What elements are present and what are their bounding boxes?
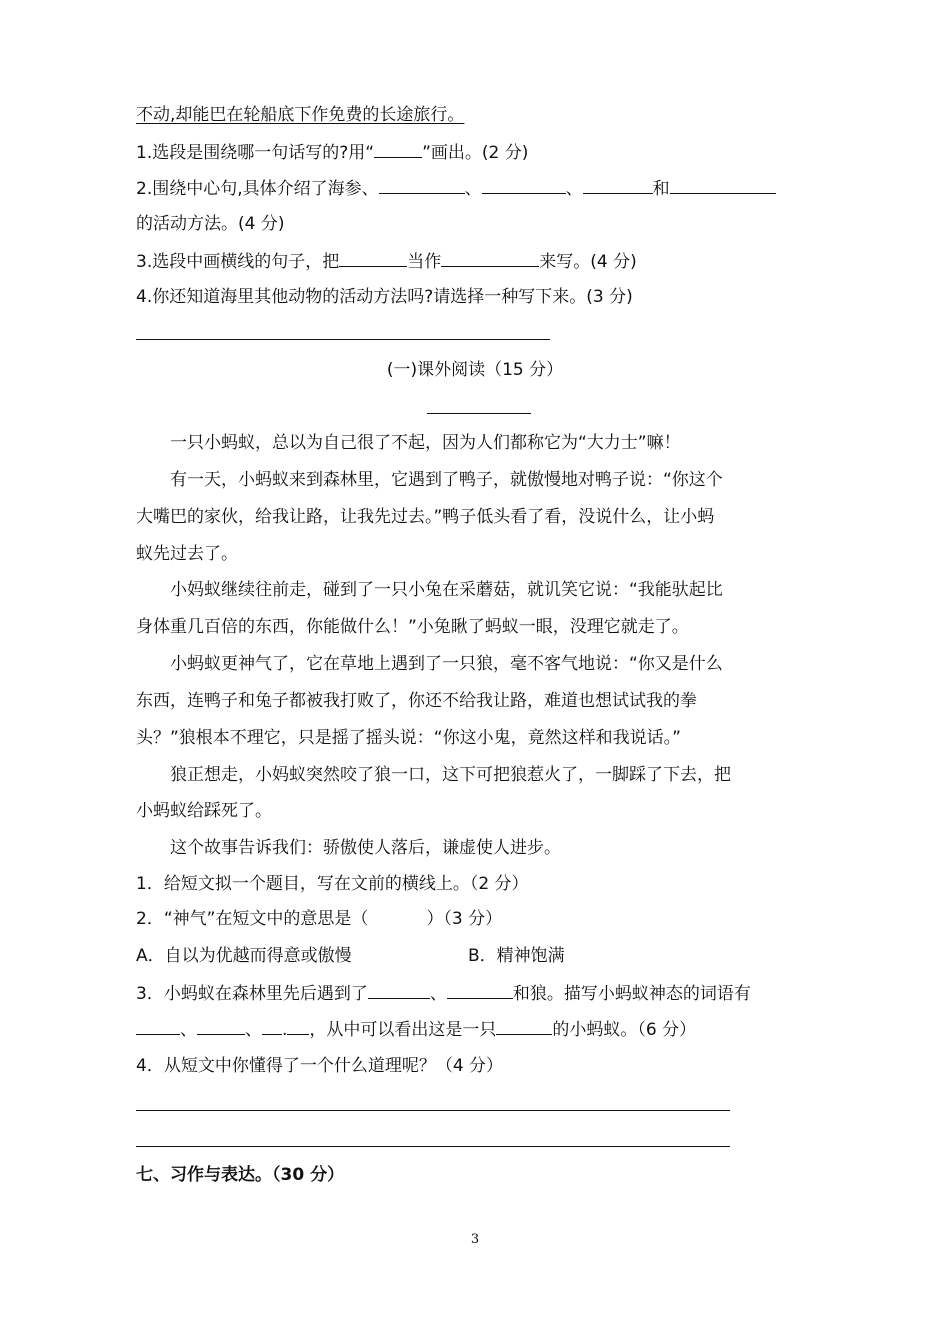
question-1: [136, 141, 528, 164]
q2-sep: 、: [464, 179, 482, 199]
q3-text-end: 来写。(4 分): [539, 252, 637, 272]
reading-question-4: 4．从短文中你懂得了一个什么道理呢？（4 分）: [136, 1056, 504, 1076]
story-line: 有一天，小蚂蚁来到森林里，它遇到了鸭子，就傲慢地对鸭子说：“你这个: [170, 470, 723, 490]
answer-line[interactable]: [136, 339, 550, 340]
story-line: 狼正想走，小妈蚁突然咬了狼一口，这下可把狼惹火了，一脚踩了下去，把: [170, 765, 731, 785]
question-2-cont: 的活动方法。(4 分): [136, 214, 285, 234]
rq3-sep: 、: [429, 984, 447, 1004]
title-blank-line[interactable]: [427, 413, 531, 414]
question-2: [136, 177, 776, 200]
q3-blank-1[interactable]: [339, 250, 407, 267]
option-b[interactable]: B．精神饱满: [468, 946, 565, 966]
q1-blank[interactable]: [374, 141, 422, 158]
story-line: 头？”狼根本不理它，只是摇了摇头说：“你这小鬼，竟然这样和我说话。”: [136, 728, 681, 748]
reading-title: (一)课外阅读（15 分）: [386, 360, 564, 380]
story-line: 身体重几百倍的东西，你能做什么！”小兔瞅了蚂蚁一眼，没理它就走了。: [136, 617, 689, 637]
rq3-text-end: 的小蚂蚁。（6 分）: [552, 1020, 697, 1040]
reading-question-3-cont: [136, 1018, 696, 1041]
q2-and: 和: [652, 179, 670, 199]
reading-question-2: [136, 908, 502, 930]
rq3-text-end: 和狼。描写小蚂蚁神态的词语有: [512, 984, 751, 1004]
answer-line[interactable]: [136, 1110, 730, 1111]
page-number: 3: [470, 1232, 480, 1247]
story-line: 小蚂蚁更神气了，它在草地上遇到了一只狼，毫不客气地说：“你又是什么: [170, 654, 723, 674]
rq3-blank-3[interactable]: [136, 1018, 180, 1035]
q1-text-end: ”画出。(2 分): [422, 143, 529, 163]
q2-blank-2[interactable]: [482, 177, 566, 194]
q1-text: 1.选段是围绕哪一句话写的?用“: [136, 143, 375, 163]
story-line: 一只小蚂蚁，总以为自己很了不起，因为人们都称它为“大力士”嘛！: [170, 433, 681, 453]
story-line: 大嘴巴的家伙，给我让路，让我先过去。”鸭子低头看了看，没说什么，让小蚂: [136, 507, 715, 527]
q2-blank-4[interactable]: [670, 177, 776, 194]
rq3-blank-7[interactable]: [496, 1018, 552, 1035]
rq2-text: 2．“神气”在短文中的意思是（: [136, 909, 369, 929]
story-line: 蚁先过去了。: [136, 544, 238, 564]
rq3-blank-2[interactable]: [447, 982, 513, 999]
rq3-sep: 、: [180, 1020, 197, 1040]
story-line: 小蚂蚁给踩死了。: [136, 801, 272, 821]
story-line: 东西，连鸭子和兔子都被我打败了，你还不给我让路，难道也想试试我的拳: [136, 691, 697, 711]
question-4: 4.你还知道海里其他动物的活动方法吗?请选择一种写下来。(3 分): [136, 287, 633, 307]
section-7-title: 七、习作与表达。（30 分）: [136, 1165, 345, 1185]
question-3: [136, 250, 637, 273]
rq3-blank-6[interactable]: [287, 1018, 309, 1035]
q2-blank-1[interactable]: [379, 177, 465, 194]
underlined-sentence: 不动,却能巴在轮船底下作免费的长途旅行。: [136, 105, 465, 125]
q3-blank-2[interactable]: [441, 250, 539, 267]
rq3-blank-5[interactable]: [262, 1018, 282, 1035]
rq3-blank-1[interactable]: [368, 982, 430, 999]
rq2-text-end: ）（3 分）: [426, 909, 503, 929]
rq3-blank-4[interactable]: [197, 1018, 245, 1035]
q3-mid: 当作: [407, 252, 442, 272]
q3-text: 3.选段中画横线的句子，把: [136, 252, 340, 272]
answer-line[interactable]: [136, 1146, 730, 1147]
reading-question-3: [136, 982, 751, 1005]
reading-question-1: 1．给短文拟一个题目，写在文前的横线上。（2 分）: [136, 874, 529, 894]
rq3-dot: .: [282, 1020, 288, 1040]
story-line: 这个故事告诉我们：骄傲使人落后，谦虚使人进步。: [170, 838, 561, 858]
q2-sep: 、: [565, 179, 583, 199]
rq3-sep: 、: [245, 1020, 262, 1040]
q2-blank-3[interactable]: [583, 177, 653, 194]
option-a[interactable]: A．自以为优越而得意或傲慢: [136, 946, 352, 966]
rq3-mid: ，从中可以看出这是一只: [309, 1020, 497, 1040]
story-line: 小妈蚁继续往前走，碰到了一只小兔在采蘑菇，就讥笑它说：“我能驮起比: [170, 580, 723, 600]
q2-text: 2.围绕中心句,具体介绍了海参、: [136, 179, 379, 199]
rq3-text: 3．小蚂蚁在森林里先后遇到了: [136, 984, 368, 1004]
